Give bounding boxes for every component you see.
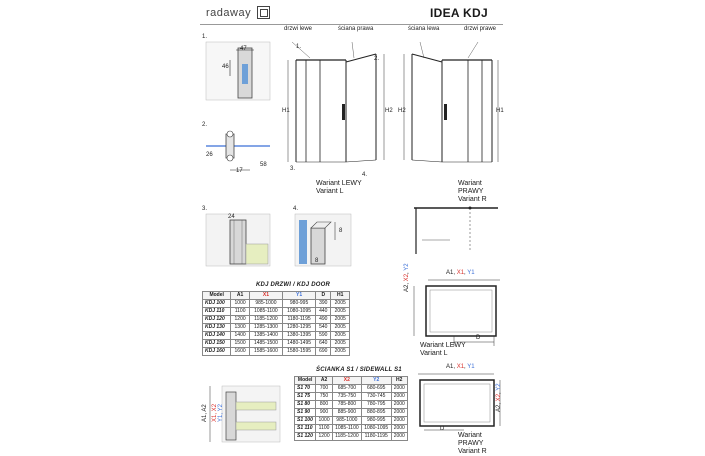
detail-2-dim-c: 58 — [260, 162, 267, 168]
table-header-cell: Y1 — [283, 292, 316, 300]
table-header-cell: Y2 — [361, 377, 391, 385]
plan-r-top-dims: A1, X1, Y1 — [446, 364, 475, 370]
right-view-variant-en: Variant R — [458, 196, 487, 204]
table-cell: 780-795 — [361, 401, 391, 409]
table-cell: 680-695 — [361, 385, 391, 393]
header-divider — [200, 24, 503, 25]
plan-l-side-dims: A2, X2, Y2 — [404, 263, 410, 292]
table-cell: 440 — [316, 308, 331, 316]
table-cell: 1185-1200 — [249, 316, 282, 324]
table-cell: 2000 — [391, 409, 408, 417]
table-cell: 1100 — [231, 308, 249, 316]
table-cell: 685-700 — [332, 385, 361, 393]
table-cell: KDJ 150 — [203, 340, 231, 348]
plan-l-y2: Y2 — [404, 263, 410, 271]
table-cell: 980-995 — [283, 300, 316, 308]
plan-r-a2: A2 — [496, 404, 502, 412]
right-elevation-view — [398, 26, 504, 204]
right-view-variant-pl: Wariant PRAWY — [458, 180, 484, 196]
table-cell: 640 — [316, 340, 331, 348]
detail-4-number: 4. — [293, 206, 299, 212]
plan-open-drawing — [410, 200, 502, 258]
plan-l-a2: A2 — [404, 284, 410, 292]
left-view-door-label: drzwi lewe — [284, 26, 313, 32]
table-cell: 880-895 — [361, 409, 391, 417]
table-row — [295, 417, 408, 425]
table-cell: 1600 — [231, 348, 249, 356]
detail-4-drawing — [293, 206, 355, 270]
table-cell: 1100 — [316, 425, 332, 433]
table-cell: 1285-1300 — [249, 324, 282, 332]
plan-r-d: D — [440, 426, 445, 432]
table-cell: KDJ 160 — [203, 348, 231, 356]
table-cell: 2005 — [331, 332, 350, 340]
left-view-callout-1: 1. — [296, 44, 302, 50]
table-cell: 800 — [316, 401, 332, 409]
sidewall-detail — [202, 382, 284, 446]
detail-2-dim-a: 26 — [206, 152, 213, 158]
detail-4-dim-b: 8 — [315, 258, 319, 264]
table-cell: 1385-1400 — [249, 332, 282, 340]
table-cell: S1 70 — [295, 385, 316, 393]
table-cell: 1180-1195 — [361, 433, 391, 441]
sidewall-a1: A1 — [202, 414, 208, 422]
table-cell: 2005 — [331, 308, 350, 316]
table-cell: 390 — [316, 300, 331, 308]
left-view-callout-4: 4. — [362, 172, 368, 178]
wall-table — [294, 376, 408, 441]
table-cell: S1 120 — [295, 433, 316, 441]
left-view-callout-3: 3. — [290, 166, 296, 172]
detail-4-dim-a: 8 — [339, 228, 343, 234]
wall-table-body — [295, 385, 408, 441]
table-cell: 1400 — [231, 332, 249, 340]
table-row — [295, 409, 408, 417]
detail-2 — [202, 122, 272, 180]
left-view-variant — [316, 180, 362, 196]
sidewall-x-dims: X1, X2 — [212, 403, 218, 422]
plan-r-side-dims: A2, X2, Y2 — [496, 383, 502, 412]
plan-r-drawing — [404, 370, 504, 434]
table-row — [295, 425, 408, 433]
plan-r-y1: Y1 — [467, 364, 475, 370]
left-view-wall-label: ściana prawa — [338, 26, 374, 32]
table-cell: 735-750 — [332, 393, 361, 401]
table-cell: KDJ 100 — [203, 300, 231, 308]
right-view-door-label: drzwi prawe — [464, 26, 497, 32]
detail-3-number: 3. — [202, 206, 208, 212]
table-header-cell: H1 — [331, 292, 350, 300]
table-row — [203, 348, 350, 356]
table-cell: 1485-1500 — [249, 340, 282, 348]
table-cell: 1380-1395 — [283, 332, 316, 340]
table-cell: KDJ 120 — [203, 316, 231, 324]
table-cell: 2000 — [391, 393, 408, 401]
table-cell: 1000 — [316, 417, 332, 425]
table-header-cell: D — [316, 292, 331, 300]
detail-1-dim-a: 47 — [240, 46, 247, 52]
table-cell: 2005 — [331, 340, 350, 348]
detail-1-drawing — [202, 34, 272, 104]
table-row — [203, 340, 350, 348]
door-table — [202, 291, 350, 356]
plan-r-x1: X1 — [456, 364, 465, 370]
plan-r-variant — [458, 432, 504, 456]
table-cell: KDJ 140 — [203, 332, 231, 340]
brand-name: radaway — [206, 7, 252, 19]
door-table-body — [203, 300, 350, 356]
table-cell: 1180-1195 — [283, 316, 316, 324]
plan-r-x2: X2 — [496, 393, 502, 402]
plan-r-variant-pl: Wariant PRAWY — [458, 432, 484, 448]
left-elevation-view — [282, 26, 396, 196]
right-view-drawing — [398, 34, 504, 184]
table-cell: 985-1000 — [249, 300, 282, 308]
detail-1-dim-b: 46 — [222, 64, 229, 70]
sidewall-a2: A2 — [202, 404, 208, 412]
table-header-cell: X2 — [332, 377, 361, 385]
table-row — [203, 332, 350, 340]
door-table-header — [203, 292, 350, 300]
detail-3-dim-a: 24 — [228, 214, 235, 220]
table-cell: 2005 — [331, 300, 350, 308]
detail-2-number: 2. — [202, 122, 208, 128]
left-view-variant-pl: Wariant LEWY — [316, 180, 362, 187]
plan-r-y2: Y2 — [496, 383, 502, 391]
wall-table-header — [295, 377, 408, 385]
table-row — [203, 300, 350, 308]
sidewall-x2: X2 — [212, 403, 218, 412]
detail-2-dim-b: 17 — [236, 168, 243, 174]
plan-r-variant-en: Variant R — [458, 448, 487, 456]
table-cell: 540 — [316, 324, 331, 332]
table-cell: S1 100 — [295, 417, 316, 425]
table-cell: 885-900 — [332, 409, 361, 417]
table-cell: 2005 — [331, 348, 350, 356]
table-cell: 490 — [316, 316, 331, 324]
table-cell: 1500 — [231, 340, 249, 348]
sidewall-y-dims: Y1, Y2 — [218, 404, 224, 422]
table-cell: 1185-1200 — [332, 433, 361, 441]
sidewall-a-dims: A1, A2 — [202, 404, 208, 422]
table-cell: 2000 — [391, 401, 408, 409]
left-view-variant-en: Variant L — [316, 188, 344, 196]
table-cell: 2005 — [331, 316, 350, 324]
table-cell: 1480-1495 — [283, 340, 316, 348]
plan-l-variant — [420, 342, 466, 358]
table-cell: S1 110 — [295, 425, 316, 433]
table-cell: 1580-1595 — [283, 348, 316, 356]
plan-l-d: D — [476, 335, 481, 341]
table-cell: 1585-1600 — [249, 348, 282, 356]
table-cell: 1080-1095 — [283, 308, 316, 316]
table-row — [295, 433, 408, 441]
table-cell: 2000 — [391, 425, 408, 433]
table-cell: S1 90 — [295, 409, 316, 417]
table-cell: 730-745 — [361, 393, 391, 401]
left-view-callout-2: 2. — [374, 56, 380, 62]
table-cell: 2000 — [391, 417, 408, 425]
detail-1 — [202, 34, 272, 104]
right-view-h1: H1 — [496, 108, 504, 114]
plan-l-y1: Y1 — [467, 270, 475, 276]
plan-l-variant-en: Variant L — [420, 350, 448, 358]
plan-l-x1: X1 — [456, 270, 465, 276]
table-row — [295, 401, 408, 409]
table-cell: 590 — [316, 332, 331, 340]
table-row — [203, 308, 350, 316]
table-row — [203, 316, 350, 324]
table-cell: 1000 — [231, 300, 249, 308]
table-cell: 1200 — [316, 433, 332, 441]
table-cell: 1080-1095 — [361, 425, 391, 433]
table-cell: 750 — [316, 393, 332, 401]
left-view-h2: H2 — [385, 108, 393, 114]
table-cell: S1 75 — [295, 393, 316, 401]
plan-r-a1: A1 — [446, 364, 454, 370]
table-header-cell: X1 — [249, 292, 282, 300]
table-cell: 2000 — [391, 433, 408, 441]
table-cell: 1300 — [231, 324, 249, 332]
wall-table-caption: ŚCIANKA S1 / SIDEWALL S1 — [316, 367, 402, 373]
plan-l-a1: A1 — [446, 270, 454, 276]
detail-4 — [293, 206, 355, 270]
right-view-h2: H2 — [398, 108, 406, 114]
table-row — [295, 393, 408, 401]
plan-l-variant-pl: Wariant LEWY — [420, 342, 466, 349]
detail-1-number: 1. — [202, 34, 208, 40]
table-header-cell: A2 — [316, 377, 332, 385]
detail-3-drawing — [202, 206, 272, 270]
table-cell: 785-800 — [332, 401, 361, 409]
table-header-cell: A1 — [231, 292, 249, 300]
table-header-cell: H2 — [391, 377, 408, 385]
plan-variant-left — [404, 263, 504, 360]
table-header-cell: Model — [295, 377, 316, 385]
sidewall-y1: Y1 — [218, 414, 224, 422]
table-cell: 2000 — [391, 385, 408, 393]
table-cell: 1200 — [231, 316, 249, 324]
table-cell: 980-995 — [361, 417, 391, 425]
plan-variant-right — [404, 362, 504, 456]
sidewall-x1: X1 — [212, 414, 218, 422]
table-cell: S1 80 — [295, 401, 316, 409]
table-cell: 690 — [316, 348, 331, 356]
table-cell: 2005 — [331, 324, 350, 332]
table-cell: 985-1000 — [332, 417, 361, 425]
table-row — [295, 385, 408, 393]
table-row — [203, 324, 350, 332]
table-cell: 900 — [316, 409, 332, 417]
right-view-wall-label: ściana lewa — [408, 26, 440, 32]
plan-open-sketch — [410, 200, 502, 258]
brand-logo-icon — [257, 6, 270, 19]
table-cell: KDJ 130 — [203, 324, 231, 332]
left-view-h1: H1 — [282, 108, 290, 114]
sidewall-y2: Y2 — [218, 404, 224, 412]
door-table-caption: KDJ DRZWI / KDJ DOOR — [256, 282, 331, 288]
detail-3 — [202, 206, 272, 270]
table-cell: 1085-1100 — [249, 308, 282, 316]
plan-l-top-dims: A1, X1, Y1 — [446, 270, 475, 276]
table-cell: 1280-1295 — [283, 324, 316, 332]
table-cell: 1085-1100 — [332, 425, 361, 433]
table-header-cell: Model — [203, 292, 231, 300]
product-title: IDEA KDJ — [430, 6, 488, 20]
plan-l-x2: X2 — [404, 273, 410, 282]
table-cell: 700 — [316, 385, 332, 393]
table-cell: KDJ 110 — [203, 308, 231, 316]
